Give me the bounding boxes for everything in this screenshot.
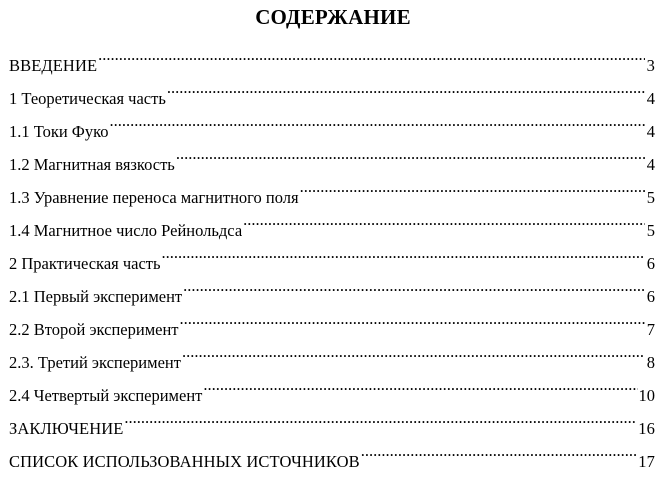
toc-entry-page-number: 6 bbox=[646, 287, 655, 306]
toc-dot-leader bbox=[300, 170, 645, 203]
toc-entry-label: 1.3 Уравнение переноса магнитного поля bbox=[9, 188, 299, 207]
toc-entry-page-number: 4 bbox=[646, 155, 655, 174]
toc-entry-label: 1 Теоретическая часть bbox=[9, 89, 166, 108]
toc-entry-label: 1.2 Магнитная вязкость bbox=[9, 155, 175, 174]
toc-entry[interactable] bbox=[9, 38, 655, 75]
toc-dot-leader bbox=[182, 335, 645, 368]
toc-entry-label: ВВЕДЕНИЕ bbox=[9, 56, 98, 75]
toc-entry-label: СПИСОК ИСПОЛЬЗОВАННЫХ ИСТОЧНИКОВ bbox=[9, 452, 360, 471]
toc-dot-leader bbox=[167, 71, 645, 104]
toc-entry-page-number: 10 bbox=[638, 386, 655, 405]
toc-dot-leader bbox=[176, 137, 645, 170]
toc-entry-label: 2.4 Четвертый эксперимент bbox=[9, 386, 203, 405]
toc-entry-page-number: 4 bbox=[646, 122, 655, 141]
toc-dot-leader bbox=[243, 203, 645, 236]
toc-dot-leader bbox=[183, 269, 645, 302]
toc-entry-label: 1.4 Магнитное число Рейнольдса bbox=[9, 221, 243, 240]
toc-entry-page-number: 6 bbox=[646, 254, 655, 273]
toc-entry-page-number: 3 bbox=[646, 56, 655, 75]
toc-entry-label: ЗАКЛЮЧЕНИЕ bbox=[9, 419, 124, 438]
toc-dot-leader bbox=[180, 302, 645, 335]
toc-entry[interactable] bbox=[9, 71, 655, 108]
toc-entry-page-number: 7 bbox=[646, 320, 655, 339]
toc-entry-label: 2.3. Третий эксперимент bbox=[9, 353, 181, 372]
toc-entry-page-number: 8 bbox=[646, 353, 655, 372]
toc-list bbox=[9, 38, 655, 471]
toc-dot-leader bbox=[203, 368, 637, 401]
toc-title: СОДЕРЖАНИЕ bbox=[255, 5, 411, 29]
toc-entry-label: 2 Практическая часть bbox=[9, 254, 161, 273]
toc-entry-page-number: 4 bbox=[646, 89, 655, 108]
toc-dot-leader bbox=[98, 38, 645, 71]
toc-entry-label: 2.2 Второй эксперимент bbox=[9, 320, 179, 339]
toc-entry-page-number: 17 bbox=[638, 452, 655, 471]
toc-entry-label: 1.1 Токи Фуко bbox=[9, 122, 109, 141]
toc-entry-page-number: 5 bbox=[646, 221, 655, 240]
toc-entry-label: 2.1 Первый эксперимент bbox=[9, 287, 183, 306]
toc-dot-leader bbox=[110, 104, 645, 137]
toc-entry-page-number: 16 bbox=[638, 419, 655, 438]
toc-entry-page-number: 5 bbox=[646, 188, 655, 207]
toc-dot-leader bbox=[361, 434, 638, 467]
toc-dot-leader bbox=[124, 401, 637, 434]
toc-dot-leader bbox=[162, 236, 645, 269]
